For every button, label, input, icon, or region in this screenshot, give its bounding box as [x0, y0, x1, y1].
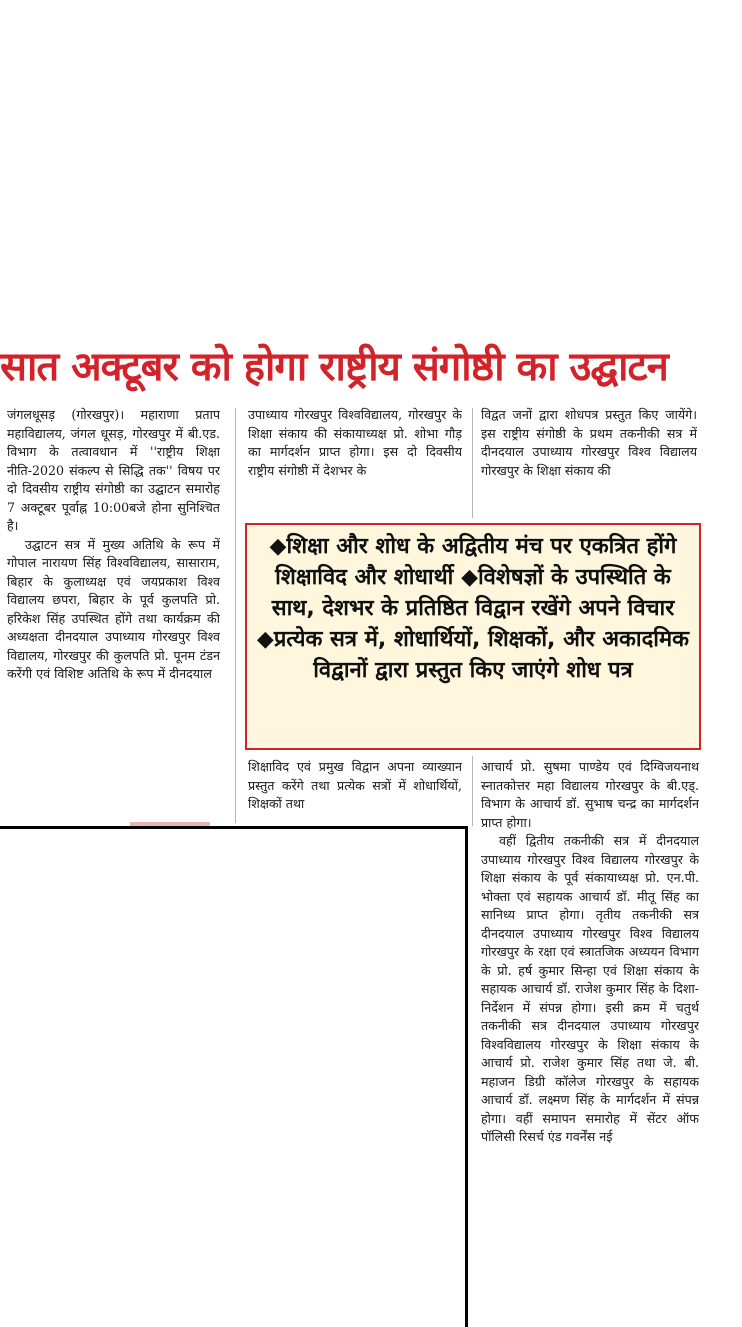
column-divider: [235, 408, 236, 823]
bullet-diamond-icon: ◆: [269, 534, 287, 559]
headline: सात अक्टूबर को होगा राष्ट्रीय संगोष्ठी का उद्घाटन: [0, 344, 668, 390]
article-paragraph: वहीं द्वितीय तकनीकी सत्र में दीनदयाल उपाध्याय गोरखपुर विश्व विद्यालय गोरखपुर के शिक्षा संकाय के पूर्व संकायाध्यक्ष प्रो. एन.पी. भोक्ता एवं सहायक आचार्य डॉ. मीतू सिंह का सानिध्य प्राप्त होगा। तृतीय तकनीकी सत्र दीनदयाल उपाध्याय गोरखपुर विश्व विद्यालय गोरखपुर के रक्षा एवं स्त्रातजिक अध्ययन विभाग के प्रो. हर्ष कुमार सिन्हा एवं शिक्षा संकाय के सहायक आचार्य डॉ. राजेश कुमार सिंह के दिशा-निर्देशन में संपन्न होगा। इसी क्रम में चतुर्थ तकनीकी सत्र दीनदयाल उपाध्याय गोरखपुर विश्वविद्यालय गोरखपुर के शिक्षा संकाय के आचार्य प्रो. राजेश कुमार सिंह तथा जे. बी. महाजन डिग्री कॉलेज गोरखपुर के सहायक आचार्य डॉ. लक्ष्मण सिंह के मार्गदर्शन में संपन्न होगा। वहीं समापन समारोह में सेंटर ऑफ पॉलिसी रिसर्च एंड गवर्नेंस नई: [481, 833, 699, 1144]
column-divider: [472, 408, 473, 518]
callout-line-1: शिक्षा और शोध के अद्वितीय मंच पर एकत्रित होंगे शिक्षाविद और शोधार्थी: [275, 534, 677, 590]
article-paragraph: उद्घाटन सत्र में मुख्य अतिथि के रूप में गोपाल नारायण सिंह विश्वविद्यालय, सासाराम, बिहार के कुलाध्यक्ष एवं जयप्रकाश विश्व विद्यालय छपरा, बिहार के पूर्व कुलपति प्रो. हरिकेश सिंह उपस्थित होंगे तथा कार्यक्रम की अध्यक्षता दीनदयाल उपाध्याय गोरखपुर विश्व विद्यालय, गोरखपुर की कुलपति प्रो. पूनम टंडन करेंगी एवं विशिष्ट अतिथि के रूप में दीनदयाल: [7, 536, 220, 681]
article-column-1: [7, 406, 220, 826]
column-divider: [472, 756, 473, 826]
article-column-2-bottom: [248, 758, 462, 820]
article-paragraph: आचार्य प्रो. सुषमा पाण्डेय एवं दिग्विजयनाथ स्नातकोत्तर महा विद्यालय गोरखपुर के बी.एड्. विभाग के आचार्य डॉ. सुभाष चन्द्र का मार्गदर्शन प्राप्त होगा।: [481, 759, 699, 830]
article-column-3-bottom: [481, 758, 699, 1327]
article-paragraph: उपाध्याय गोरखपुर विश्वविद्यालय, गोरखपुर के शिक्षा संकाय की संकायाध्यक्ष प्रो. शोभा गौड़ का मार्गदर्शन प्राप्त होगा। इस दो दिवसीय राष्ट्रीय संगोष्ठी में देशभर के: [248, 407, 462, 478]
bullet-diamond-icon: ◆: [461, 565, 478, 590]
article-column-2-top: [248, 406, 462, 518]
article-paragraph: जंगलधूसड़ (गोरखपुर)। महाराणा प्रताप महाविद्यालय, जंगल धूसड़, गोरखपुर में बी.एड. विभाग के तत्वावधान में ''राष्ट्रीय शिक्षा नीति-2020 संकल्प से सिद्धि तक'' विषय पर दो दिवसीय राष्ट्रीय संगोष्ठी का उद्घाटन समारोह 7 अक्टूबर पूर्वाह्न 10:00बजे होना सुनिश्चित है।: [7, 407, 220, 533]
photo-placeholder-frame: [0, 826, 468, 1327]
article-paragraph: विद्वत जनों द्वारा शोधपत्र प्रस्तुत किए जायेंगे। इस राष्ट्रीय संगोष्ठी के प्रथम तकनीकी सत्र में दीनदयाल उपाध्याय गोरखपुर विश्व विद्यालय गोरखपुर के शिक्षा संकाय की: [481, 407, 697, 478]
article-paragraph: शिक्षाविद एवं प्रमुख विद्वान अपना व्याख्यान प्रस्तुत करेंगे तथा प्रत्येक सत्रों में शोधार्थियों, शिक्षकों तथा: [248, 759, 462, 811]
bullet-diamond-icon: ◆: [256, 627, 274, 652]
highlight-callout-box: [245, 523, 701, 750]
callout-line-2: विशेषज्ञों के उपस्थिति के साथ, देशभर के प्रतिष्ठित विद्वान रखेंगे अपने विचार: [271, 565, 675, 621]
callout-line-3: प्रत्येक सत्र में, शोधार्थियों, शिक्षकों, और अकादमिक विद्वानों द्वारा प्रस्तुत किए जाएंगे शोध पत्र: [273, 627, 690, 683]
article-column-3-top: [481, 406, 697, 518]
